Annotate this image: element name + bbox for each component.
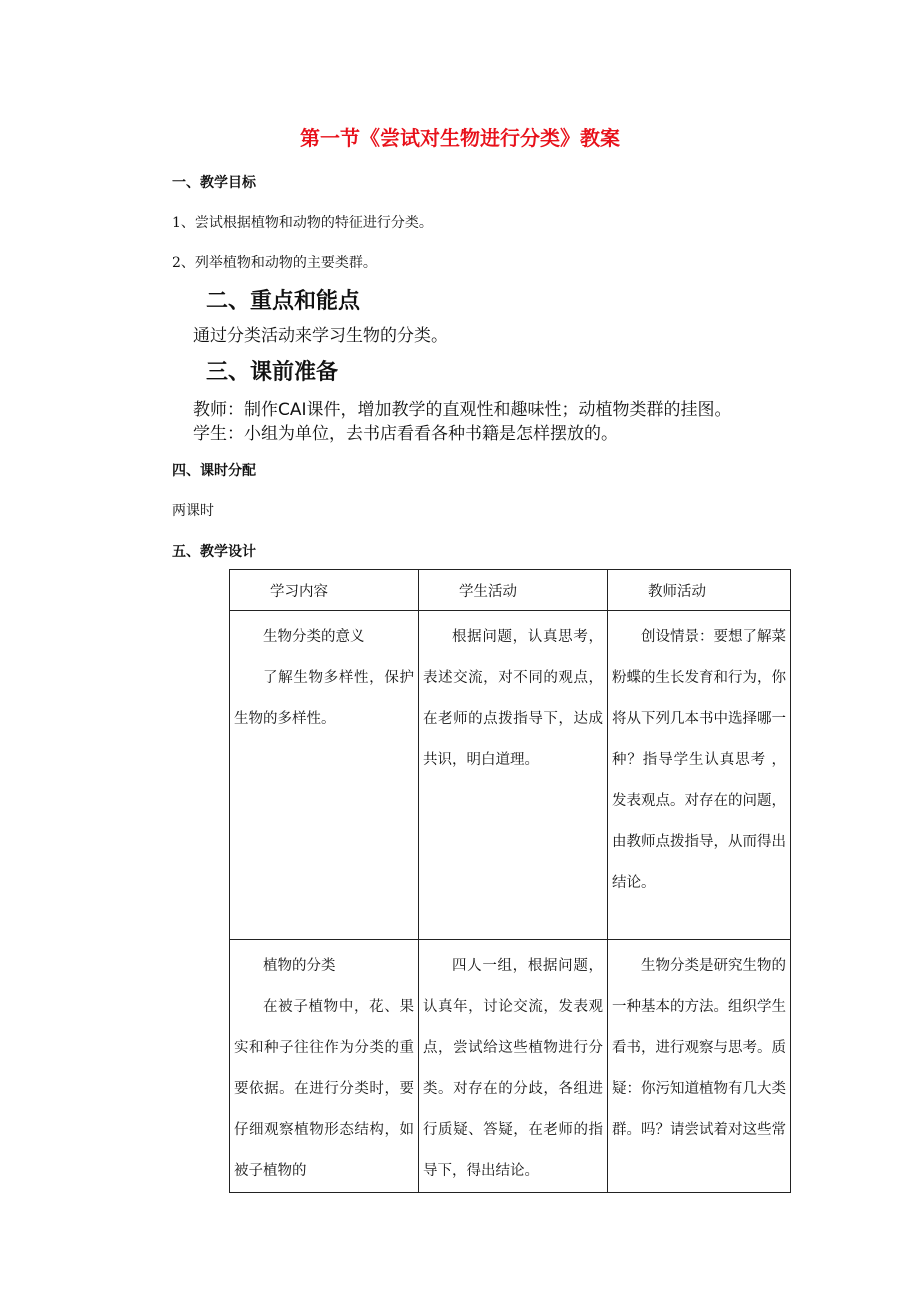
section-heading-preparation: 三、课前准备 bbox=[206, 360, 339, 385]
teacher-activity-text: 创设情景：要想了解菜粉蝶的生长发育和行为，你将从下列几本书中选择哪一种？指导学生认真思考 ，发表观点。对存在的问题，由教师点拨指导，从而得出结论。 bbox=[612, 629, 786, 891]
table-header-row bbox=[230, 570, 791, 611]
objective-item-2: 2、列举植物和动物的主要类群。 bbox=[172, 255, 377, 271]
section-heading-objectives: 一、教学目标 bbox=[172, 175, 256, 191]
objective-item-1: 1、尝试根据植物和动物的特征进行分类。 bbox=[172, 215, 433, 231]
preparation-teacher: 教师：制作CAI课件，增加教学的直观性和趣味性；动植物类群的挂图。 bbox=[193, 400, 732, 420]
content-body: 在被子植物中，花、果实和种子往往作为分类的重要依据。在进行分类时，要仔细观察植物形态结构，如被子植物的 bbox=[234, 999, 414, 1179]
table-row bbox=[230, 611, 791, 940]
header-student-activity: 学生活动 bbox=[419, 570, 608, 611]
table-cell-content bbox=[230, 611, 419, 940]
header-teacher-activity: 教师活动 bbox=[608, 570, 791, 611]
header-content: 学习内容 bbox=[230, 570, 419, 611]
content-title: 生物分类的意义 bbox=[263, 629, 365, 645]
student-activity-text: 四人一组，根据问题，认真年，讨论交流，发表观点，尝试给这些植物进行分类。对存在的分歧，各组进行质疑、答疑，在老师的指导下，得出结论。 bbox=[423, 958, 603, 1179]
section-heading-design: 五、教学设计 bbox=[172, 544, 256, 560]
section-heading-key-points: 二、重点和能点 bbox=[206, 289, 361, 314]
page-title: 第一节《尝试对生物进行分类》教案 bbox=[300, 126, 620, 150]
section-heading-schedule: 四、课时分配 bbox=[172, 463, 256, 479]
student-activity-text: 根据问题，认真思考，表述交流，对不同的观点，在老师的点拨指导下，达成共识，明白道理。 bbox=[423, 629, 603, 768]
content-body: 了解生物多样性，保护生物的多样性。 bbox=[234, 670, 414, 727]
content-title: 植物的分类 bbox=[263, 958, 336, 974]
table-cell-student bbox=[419, 940, 608, 1193]
table-cell-teacher bbox=[608, 940, 791, 1193]
teaching-design-table bbox=[229, 569, 791, 1193]
table-row bbox=[230, 940, 791, 1193]
table-cell-content bbox=[230, 940, 419, 1193]
table-cell-student bbox=[419, 611, 608, 940]
teacher-activity-text: 生物分类是研究生物的一种基本的方法。组织学生看书，进行观察与思考。质疑：你污知道植物有几大类群。吗？请尝试着对这些常 bbox=[612, 958, 786, 1138]
table-cell-teacher bbox=[608, 611, 791, 940]
preparation-student: 学生：小组为单位，去书店看看各种书籍是怎样摆放的。 bbox=[193, 424, 618, 444]
schedule-text: 两课时 bbox=[172, 503, 214, 519]
key-points-text: 通过分类活动来学习生物的分类。 bbox=[193, 326, 448, 346]
